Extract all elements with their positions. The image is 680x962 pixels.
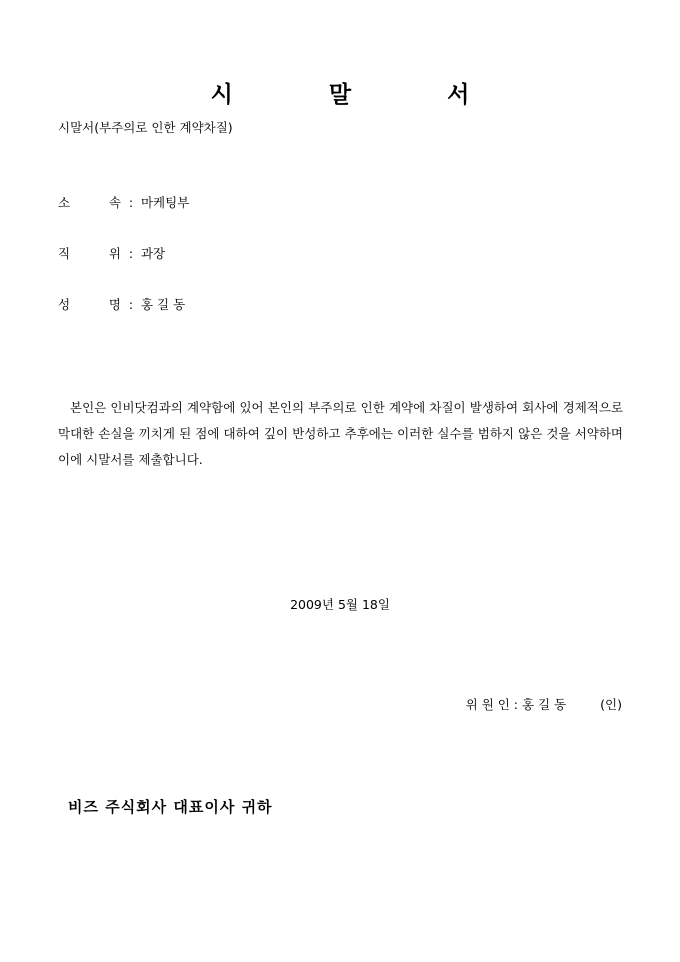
field-position	[58, 246, 165, 262]
signer-seal: (인)	[600, 697, 622, 712]
field-colon: :	[128, 246, 134, 261]
field-name-label-a: 성	[58, 297, 71, 312]
document-date: 2009년 5월 18일	[290, 597, 390, 612]
field-name-label	[58, 297, 121, 313]
field-position-label	[58, 246, 121, 262]
field-name-value: 홍 길 동	[140, 297, 186, 312]
recipient-line: 비즈 주식회사 대표이사 귀하	[68, 798, 273, 816]
field-name	[58, 297, 185, 313]
field-name-label-b: 명	[108, 297, 121, 312]
field-department-label-b: 속	[108, 195, 121, 210]
signer-line	[466, 697, 622, 713]
field-position-value: 과장	[140, 246, 166, 261]
field-position-label-b: 위	[108, 246, 121, 261]
statement-body: 본인은 인비닷컴과의 계약함에 있어 본인의 부주의로 인한 계약에 차질이 발생하여 회사에 경제적으로 막대한 손실을 끼치게 된 점에 대하여 깊이 반성하고 추후에는 이러한 실수를 범하지 않은 것을 서약하며 이에 시말서를 제출합니다.	[58, 400, 623, 467]
field-colon: :	[128, 297, 134, 312]
field-department-label	[58, 195, 121, 211]
field-department-label-a: 소	[58, 195, 71, 210]
field-department-value: 마케팅부	[140, 195, 190, 210]
field-department	[58, 195, 189, 211]
document-subtitle: 시말서(부주의로 인한 계약차질)	[58, 120, 233, 135]
field-position-label-a: 직	[58, 246, 71, 261]
document-title: 시 말 서	[210, 82, 514, 108]
signer-label: 위 원 인 : 홍 길 동	[465, 697, 567, 712]
field-colon: :	[128, 195, 134, 210]
